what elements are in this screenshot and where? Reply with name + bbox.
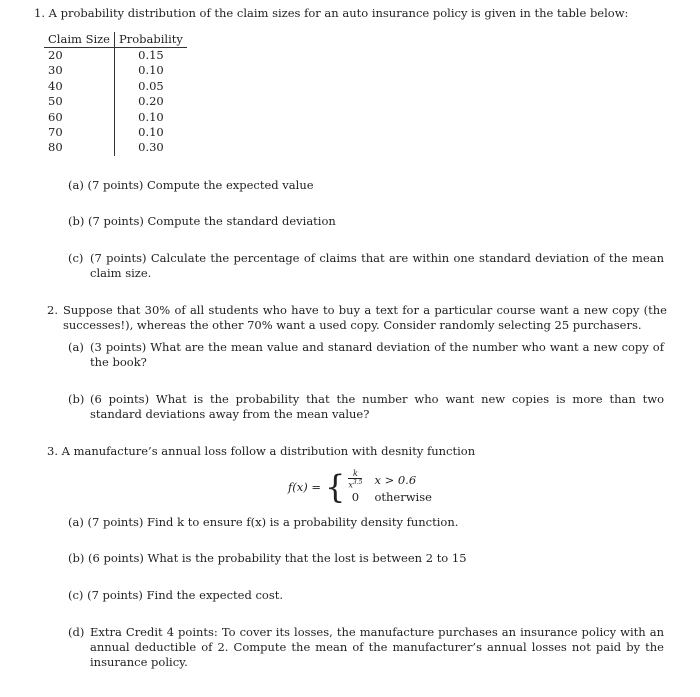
question-1-text: A probability distribution of the claim sizes for an auto insurance policy is given in the table below: (48, 6, 629, 20)
claim-size-cell: 40 (44, 79, 115, 94)
q1-part-b (68, 214, 668, 229)
table-header-claim-size: Claim Size (44, 32, 115, 48)
probability-cell: 0.10 (138, 125, 164, 140)
part-text: (6 points) What is the probability that the lost is between 2 to 15 (88, 551, 467, 565)
part-text: (6 points) What is the probability that the number who want new copies is more than two standard deviations away from the mean value? (90, 392, 664, 421)
probability-cell: 0.30 (138, 140, 164, 155)
part-label: (b) (68, 392, 85, 406)
table-row (44, 125, 187, 140)
fraction-denominator (348, 479, 362, 490)
claim-size-table (44, 32, 187, 156)
probability-cell: 0.20 (138, 94, 164, 109)
probability-cell: 0.10 (138, 63, 164, 78)
question-1-number: 1. (34, 6, 45, 20)
denominator-exponent: 3.5 (352, 478, 363, 486)
table-row (44, 48, 187, 64)
part-text: (7 points) Compute the standard deviation (88, 214, 336, 228)
part-text: (7 points) Find k to ensure f(x) is a probability density function. (87, 515, 459, 529)
question-2-number: 2. (47, 303, 58, 317)
table-header-row (44, 32, 187, 48)
q2-part-b (68, 392, 664, 422)
q3-part-d (68, 625, 664, 670)
q1-part-c (68, 251, 664, 281)
probability-cell: 0.10 (138, 109, 164, 124)
part-text: (3 points) What are the mean value and stanard deviation of the number who want a new copy of the book? (90, 340, 664, 369)
part-label: (a) (68, 515, 84, 529)
question-2 (47, 303, 667, 333)
claim-size-cell: 50 (44, 94, 115, 109)
q2-part-a (68, 340, 664, 370)
part-label: (a) (68, 340, 84, 354)
table-row (44, 110, 187, 125)
question-3 (47, 444, 667, 459)
formula-lhs: f(x) = (288, 480, 322, 494)
table-row (44, 94, 187, 109)
part-label: (c) (68, 588, 84, 602)
question-3-text: A manufacture’s annual loss follow a distribution with desnity function (61, 444, 476, 458)
claim-size-cell: 60 (44, 110, 115, 125)
part-text: Extra Credit 4 points: To cover its losses, the manufacture purchases an insurance policy with an annual deductible of 2. Compute the mean of the manufacturer’s annual losses not paid by the insurance policy. (90, 625, 664, 669)
q3-part-b (68, 551, 668, 566)
part-text: (7 points) Calculate the percentage of claims that are within one standard deviation of the mean claim size. (90, 251, 664, 280)
table-header-probability: Probability (115, 32, 187, 48)
left-brace: { (325, 468, 346, 506)
q3-part-a (68, 515, 668, 530)
q3-part-c (68, 588, 668, 603)
table-row (44, 79, 187, 94)
claim-size-cell: 70 (44, 125, 115, 140)
table-row (44, 140, 187, 155)
probability-cell: 0.15 (138, 48, 164, 62)
denominator-base: x (348, 480, 353, 490)
case-1-condition: x > 0.6 (374, 472, 417, 487)
part-label: (c) (68, 251, 84, 265)
part-label: (d) (68, 625, 85, 639)
part-label: (a) (68, 178, 84, 192)
table-row (44, 63, 187, 78)
density-formula (288, 470, 432, 504)
formula-cases (348, 470, 432, 505)
case-2-value: 0 (351, 490, 360, 505)
part-label: (b) (68, 214, 85, 228)
part-text: (7 points) Find the expected cost. (87, 588, 284, 602)
claim-size-cell: 80 (44, 140, 115, 155)
question-3-number: 3. (47, 444, 58, 458)
part-label: (b) (68, 551, 85, 565)
claim-size-cell: 30 (44, 63, 115, 78)
question-2-text: Suppose that 30% of all students who have to buy a text for a particular course want a new copy (the successes!), whereas the other 70% want a used copy. Consider randomly selecting 25 purchasers. (63, 303, 667, 332)
formula-fraction (348, 470, 362, 490)
case-2-condition: otherwise (374, 490, 432, 505)
question-1 (34, 6, 674, 21)
q1-part-a (68, 178, 668, 193)
part-text: (7 points) Compute the expected value (87, 178, 314, 192)
fraction-numerator: k (348, 470, 362, 479)
claim-size-cell: 20 (44, 48, 115, 64)
probability-cell: 0.05 (138, 78, 164, 93)
